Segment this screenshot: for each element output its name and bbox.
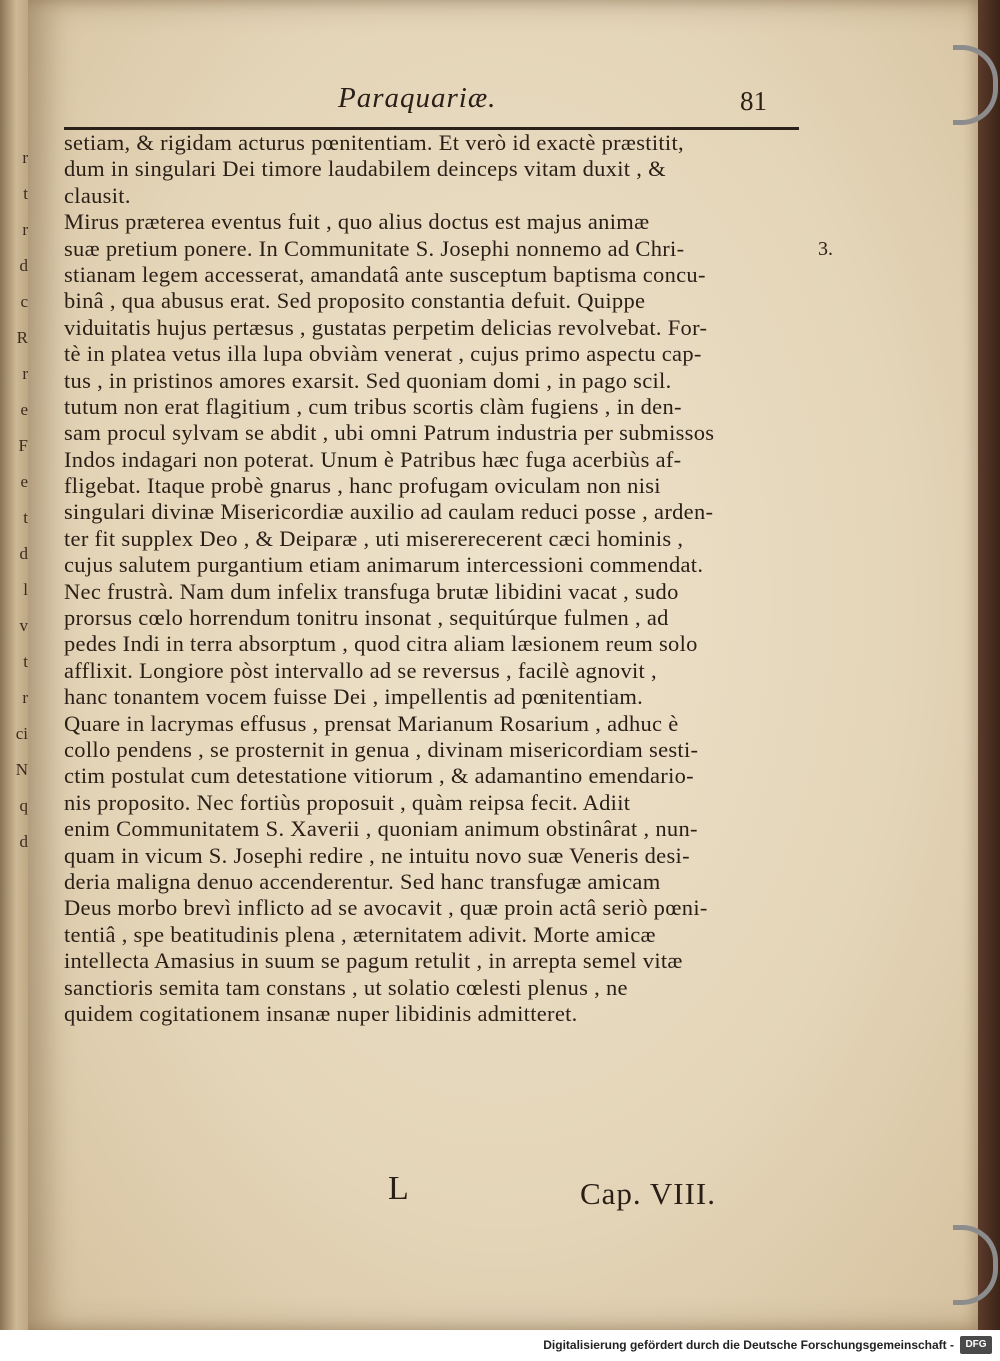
text-line: collo pendens , se prosternit in genua , divinam misericordiam sesti- bbox=[64, 736, 699, 762]
text-line: setiam, & rigidam acturus pœnitentiam. Et verò id exactè præstitit, bbox=[64, 130, 684, 155]
text-line: enim Communitatem S. Xaverii , quoniam animum obstinârat , nun- bbox=[64, 816, 698, 842]
text-line: prorsus cœlo horrendum tonitru insonat , sequitúrque fulmen , ad bbox=[64, 605, 669, 631]
footer-credit-text: Digitalisierung gefördert durch die Deutsche Forschungsgemeinschaft - bbox=[543, 1338, 954, 1352]
text-line: ctim postulat cum detestatione vitiorum , & adamantino emendario- bbox=[64, 763, 694, 789]
text-line: tutum non erat flagitium , cum tribus scortis clàm fugiens , in den- bbox=[64, 393, 682, 419]
text-line: sam procul sylvam se abdit , ubi omni Patrum industria per submissos bbox=[64, 420, 715, 446]
text-line: hanc tonantem vocem fuisse Dei , impellentis ad pœnitentiam. bbox=[64, 684, 644, 710]
text-line: suæ pretium ponere. In Communitate S. Josephi nonnemo ad Chri- bbox=[64, 235, 685, 261]
dfg-logo-icon: DFG bbox=[960, 1336, 992, 1354]
body-text bbox=[64, 130, 804, 1027]
marginal-section-number: 3. bbox=[818, 238, 833, 260]
text-line: deria maligna denuo accenderentur. Sed hanc transfugæ amicam bbox=[64, 868, 661, 894]
signature-mark: L bbox=[388, 1170, 409, 1207]
text-line: Quare in lacrymas effusus , prensat Marianum Rosarium , adhuc è bbox=[64, 710, 679, 736]
running-head-title: Paraquariæ. bbox=[338, 82, 497, 114]
text-line: fligebat. Itaque probè gnarus , hanc profugam oviculam non nisi bbox=[64, 473, 661, 499]
text-line: stianam legem accesserat, amandatâ ante susceptum baptisma concu- bbox=[64, 261, 706, 287]
text-line: afflixit. Longiore pòst intervallo ad se reversus , facilè agnovit , bbox=[64, 657, 657, 683]
text-line: binâ , qua abusus erat. Sed proposito constantia defuit. Quippe bbox=[64, 288, 646, 314]
facing-page-text-fragments: r t r d c R r e F e t d l v t r ci N q d bbox=[15, 148, 28, 851]
text-line: Deus morbo brevì inflicto ad se avocavit , quæ proin actâ seriò pœni- bbox=[64, 895, 708, 921]
text-line: clausit. bbox=[64, 182, 131, 208]
page-stack-edge bbox=[978, 0, 1000, 1330]
text-line: pedes Indi in terra absorptum , quod citra aliam læsionem reum solo bbox=[64, 631, 698, 657]
text-line: tus , in pristinos amores exarsit. Sed quoniam domi , in pago scil. bbox=[64, 367, 672, 393]
text-line: viduitatis hujus pertæsus , gustatas perpetim delicias revolvebat. For- bbox=[64, 314, 708, 340]
page-number: 81 bbox=[740, 86, 767, 116]
show-through-text bbox=[560, 1115, 820, 1170]
text-line: ter fit supplex Deo , & Deiparæ , uti misererecerent cæci hominis , bbox=[64, 525, 684, 551]
text-line: intellecta Amasius in suum se pagum retulit , in arrepta semel vitæ bbox=[64, 948, 683, 974]
text-line: cujus salutem purgantium etiam animarum intercessioni commendat. bbox=[64, 552, 704, 578]
text-line: Mirus præterea eventus fuit , quo alius doctus est majus animæ bbox=[64, 209, 650, 235]
catchword: Cap. VIII. bbox=[580, 1176, 716, 1211]
text-line: tentiâ , spe beatitudinis plena , æternitatem adivit. Morte amicæ bbox=[64, 921, 656, 947]
text-line: tè in platea vetus illa lupa obviàm venerat , cujus primo aspectu cap- bbox=[64, 341, 702, 367]
text-line: nis proposito. Nec fortiùs proposuit , quàm reipsa fecit. Adiit bbox=[64, 789, 631, 815]
text-line: singulari divinæ Misericordiæ auxilio ad caulam reduci posse , arden- bbox=[64, 499, 714, 525]
text-line: Indos indagari non poterat. Unum è Patribus hæc fuga acerbiùs af- bbox=[64, 446, 682, 472]
text-line: Nec frustrà. Nam dum infelix transfuga brutæ libidini vacat , sudo bbox=[64, 578, 679, 604]
digitization-footer bbox=[0, 1330, 1000, 1361]
text-line: dum in singulari Dei timore laudabilem deinceps vitam duxit , & bbox=[64, 156, 666, 182]
text-line: sanctioris semita tam constans , ut solatio cœlesti plenus , ne bbox=[64, 974, 628, 1000]
text-line: quam in vicum S. Josephi redire , ne intuitu novo suæ Veneris desi- bbox=[64, 842, 690, 868]
text-line: quidem cogitationem insanæ nuper libidinis admitteret. bbox=[64, 1000, 578, 1026]
